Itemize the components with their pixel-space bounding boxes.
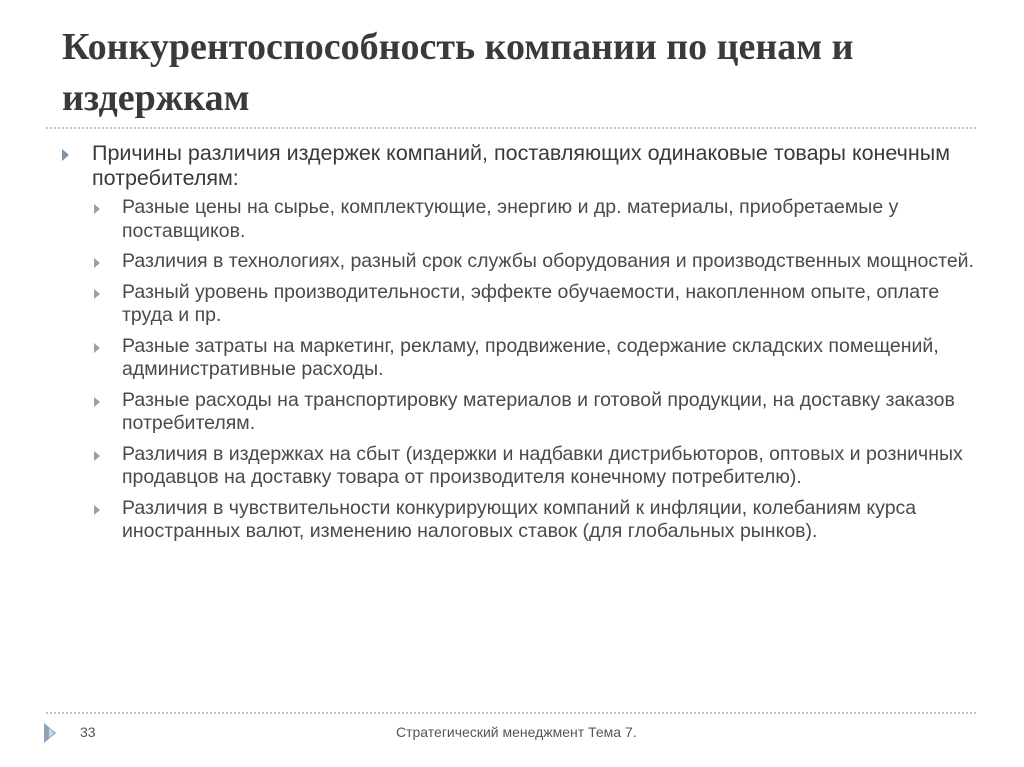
sub-bullet-triangle-icon xyxy=(94,451,100,461)
sub-bullet-triangle-icon xyxy=(94,505,100,515)
sub-bullet-triangle-icon xyxy=(94,289,100,299)
sub-bullet-list xyxy=(92,196,982,544)
footer-triangle-icon xyxy=(44,723,56,743)
bullet-triangle-icon xyxy=(62,149,69,161)
sub-bullet-text: Различия в издержках на сбыт (издержки и надбавки дистрибьюторов, оптовых и розничных продавцов на доставку товара от производителя конечному потребителю). xyxy=(122,442,963,488)
sub-bullet-triangle-icon xyxy=(94,397,100,407)
sub-bullet-item xyxy=(92,335,982,382)
sub-bullet-triangle-icon xyxy=(94,258,100,268)
footer-divider xyxy=(46,712,976,714)
sub-bullet-item xyxy=(92,250,982,274)
sub-bullet-text: Различия в чувствительности конкурирующих компаний к инфляции, колебаниям курса иностранных валют, изменению налоговых ставок (для глобальных рынков). xyxy=(122,496,917,542)
sub-bullet-text: Разные затраты на маркетинг, рекламу, продвижение, содержание складских помещений, административные расходы. xyxy=(122,334,939,380)
slide-title: Конкурентоспособность компании по ценам и издержкам xyxy=(62,26,854,119)
sub-bullet-text: Разные расходы на транспортировку материалов и готовой продукции, на доставку заказов потребителям. xyxy=(122,388,955,434)
main-bullet-item xyxy=(62,141,982,544)
sub-bullet-item xyxy=(92,281,982,328)
title-divider xyxy=(46,127,976,129)
page-number: 33 xyxy=(80,724,96,740)
sub-bullet-item xyxy=(92,443,982,490)
sub-bullet-item xyxy=(92,196,982,243)
sub-bullet-item xyxy=(92,497,982,544)
content-area xyxy=(62,141,982,551)
sub-bullet-item xyxy=(92,389,982,436)
sub-bullet-text: Различия в технологиях, разный срок службы оборудования и производственных мощностей. xyxy=(122,250,974,272)
main-bullet-text: Причины различия издержек компаний, поставляющих одинаковые товары конечным потребителям: xyxy=(92,141,950,190)
sub-bullet-triangle-icon xyxy=(94,343,100,353)
sub-bullet-text: Разные цены на сырье, комплектующие, энергию и др. материалы, приобретаемые у поставщиков. xyxy=(122,196,899,242)
sub-bullet-text: Разный уровень производительности, эффекте обучаемости, накопленном опыте, оплате труда и пр. xyxy=(122,280,940,326)
sub-bullet-triangle-icon xyxy=(94,204,100,214)
footer-caption: Стратегический менеджмент Тема 7. xyxy=(396,724,637,740)
